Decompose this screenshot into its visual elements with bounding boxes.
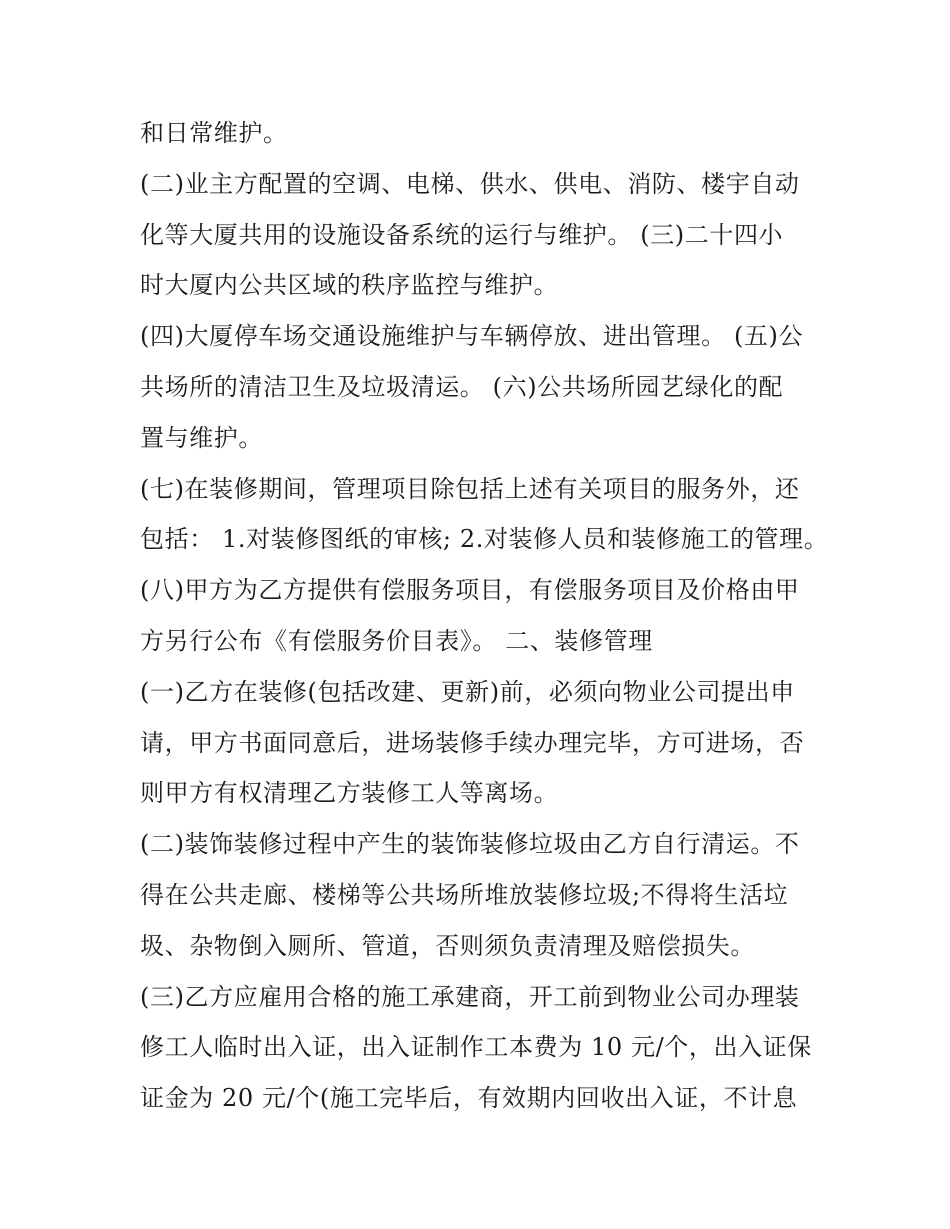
text-line: 圾、杂物倒入厕所、管道，否则须负责清理及赔偿损失。 <box>140 931 755 960</box>
text-line: 证金为 20 元/个(施工完毕后，有效期内回收出入证，不计息 <box>140 1084 798 1113</box>
text-line: (一)乙方在装修(包括改建、更新)前，必须向物业公司提出申 <box>140 677 795 706</box>
text-line: 共场所的清洁卫生及垃圾清运。 (六)公共场所园艺绿化的配 <box>140 372 784 401</box>
text-line: (三)乙方应雇用合格的施工承建商，开工前到物业公司办理装 <box>140 982 800 1011</box>
text-line: 则甲方有权清理乙方装修工人等离场。 <box>140 779 559 808</box>
text-line: 置与维护。 <box>140 423 263 452</box>
text-line: 请，甲方书面同意后，进场装修手续办理完毕，方可进场，否 <box>140 728 805 757</box>
document-body <box>140 108 830 1124</box>
text-line: 时大厦内公共区域的秩序监控与维护。 <box>140 271 559 300</box>
text-line: (八)甲方为乙方提供有偿服务项目，有偿服务项目及价格由甲 <box>140 576 800 605</box>
text-line: 方另行公布《有偿服务价目表》。 二、装修管理 <box>140 626 653 655</box>
text-line: (二)业主方配置的空调、电梯、供水、供电、消防、楼宇自动 <box>140 169 800 198</box>
text-line: (四)大厦停车场交通设施维护与车辆停放、进出管理。 (五)公 <box>140 322 804 351</box>
text-line: 得在公共走廊、楼梯等公共场所堆放装修垃圾;不得将生活垃 <box>140 880 789 909</box>
text-line: 化等大厦共用的设施设备系统的运行与维护。 (三)二十四小 <box>140 220 784 249</box>
text-line: (七)在装修期间，管理项目除包括上述有关项目的服务外，还 <box>140 474 800 503</box>
text-line: 和日常维护。 <box>140 119 288 147</box>
text-line: 包括： 1.对装修图纸的审核; 2.对装修人员和装修施工的管理。 <box>140 525 829 554</box>
text-line: 修工人临时出入证，出入证制作工本费为 10 元/个，出入证保 <box>140 1033 812 1062</box>
text-line: (二)装饰装修过程中产生的装饰装修垃圾由乙方自行清运。不 <box>140 830 800 859</box>
